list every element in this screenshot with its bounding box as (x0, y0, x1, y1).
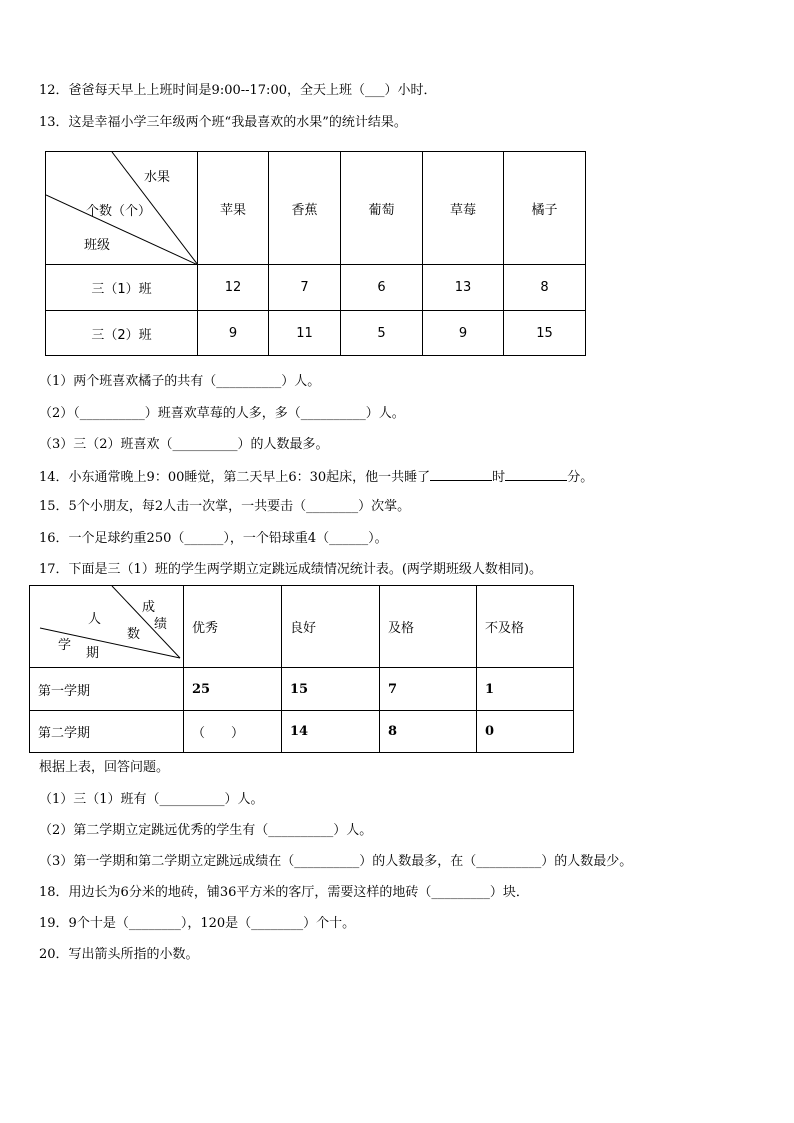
table-row (46, 265, 586, 311)
cell: 14 (282, 711, 380, 753)
header-label: 学 (58, 638, 72, 653)
col-grape: 葡萄 (341, 152, 423, 265)
col-pass: 及格 (380, 586, 477, 668)
question-16: 16．一个足球约重250（______），一个铅球重4（______）。 (39, 531, 388, 546)
cell: 7 (269, 265, 341, 311)
question-13: 13．这是幸福小学三年级两个班“我最喜欢的水果”的统计结果。 (39, 115, 407, 130)
q13-sub2: （2）（__________）班喜欢草莓的人多，多（__________）人。 (39, 406, 405, 421)
row-label: 三（2）班 (46, 311, 198, 356)
jump-table (29, 585, 574, 753)
question-18: 18．用边长为6分米的地砖，铺36平方米的客厅，需要这样的地砖（_________）块． (39, 885, 529, 900)
q14-minutes-blank (505, 467, 567, 481)
row-label: 第二学期 (30, 711, 184, 753)
cell: 1 (477, 668, 574, 711)
q14-hours-blank (430, 467, 492, 481)
cell: 9 (423, 311, 504, 356)
col-excellent: 优秀 (184, 586, 282, 668)
q14-hours-label: 时 (492, 470, 506, 485)
col-strawberry: 草莓 (423, 152, 504, 265)
q13-sub1: （1）两个班喜欢橘子的共有（__________）人。 (39, 374, 321, 389)
cell: 15 (282, 668, 380, 711)
table-row (46, 311, 586, 356)
col-apple: 苹果 (198, 152, 269, 265)
question-17: 17．下面是三（1）班的学生两学期立定跳远成绩情况统计表。(两学期班级人数相同)。 (39, 562, 542, 577)
q14-text: 14．小东通常晚上9：00睡觉，第二天早上6：30起床，他一共睡了 (39, 470, 431, 485)
header-class: 班级 (84, 238, 111, 253)
question-15: 15．5个小朋友，每2人击一次掌，一共要击（________）次掌。 (39, 499, 411, 514)
jump-table-corner (30, 586, 184, 668)
cell: （ ） (184, 711, 282, 753)
fruit-table-corner (46, 152, 198, 265)
col-banana: 香蕉 (269, 152, 341, 265)
row-label: 三（1）班 (46, 265, 198, 311)
row-label: 第一学期 (30, 668, 184, 711)
col-orange: 橘子 (504, 152, 586, 265)
question-12 (39, 82, 437, 100)
fruit-table (45, 151, 586, 356)
header-label: 数 (127, 627, 141, 642)
q12-text: 12．爸爸每天早上上班时间是9:00--17:00，全天上班（ (39, 83, 365, 98)
col-good: 良好 (282, 586, 380, 668)
q17-sub3: （3）第一学期和第二学期立定跳远成绩在（__________）的人数最多，在（__________）的人数最少。 (39, 854, 633, 869)
cell: 0 (477, 711, 574, 753)
question-19: 19．9个十是（________），120是（________）个十。 (39, 916, 356, 931)
header-label: 成 (142, 600, 156, 615)
question-14 (39, 467, 593, 487)
cell: 12 (198, 265, 269, 311)
cell: 8 (504, 265, 586, 311)
cell: 15 (504, 311, 586, 356)
cell: 9 (198, 311, 269, 356)
cell: 25 (184, 668, 282, 711)
cell: 7 (380, 668, 477, 711)
q17-sub1: （1）三（1）班有（__________）人。 (39, 792, 264, 807)
q14-minutes-label: 分。 (567, 470, 594, 485)
cell: 5 (341, 311, 423, 356)
table-row (30, 668, 574, 711)
cell: 13 (423, 265, 504, 311)
col-fail: 不及格 (477, 586, 574, 668)
cell: 11 (269, 311, 341, 356)
header-label: 绩 (154, 617, 168, 632)
q12-tail: ）小时． (384, 83, 437, 98)
table-row (30, 711, 574, 753)
header-count: 个数（个） (86, 204, 152, 219)
header-label: 期 (86, 646, 100, 661)
q17-sub2: （2）第二学期立定跳远优秀的学生有（__________）人。 (39, 823, 373, 838)
header-fruit: 水果 (144, 170, 171, 185)
q12-blank: ___ (364, 83, 385, 98)
q17-intro: 根据上表，回答问题。 (39, 760, 170, 775)
question-20: 20．写出箭头所指的小数。 (39, 947, 199, 962)
cell: 8 (380, 711, 477, 753)
cell: 6 (341, 265, 423, 311)
header-label: 人 (88, 612, 102, 627)
q13-sub3: （3）三（2）班喜欢（__________）的人数最多。 (39, 437, 329, 452)
